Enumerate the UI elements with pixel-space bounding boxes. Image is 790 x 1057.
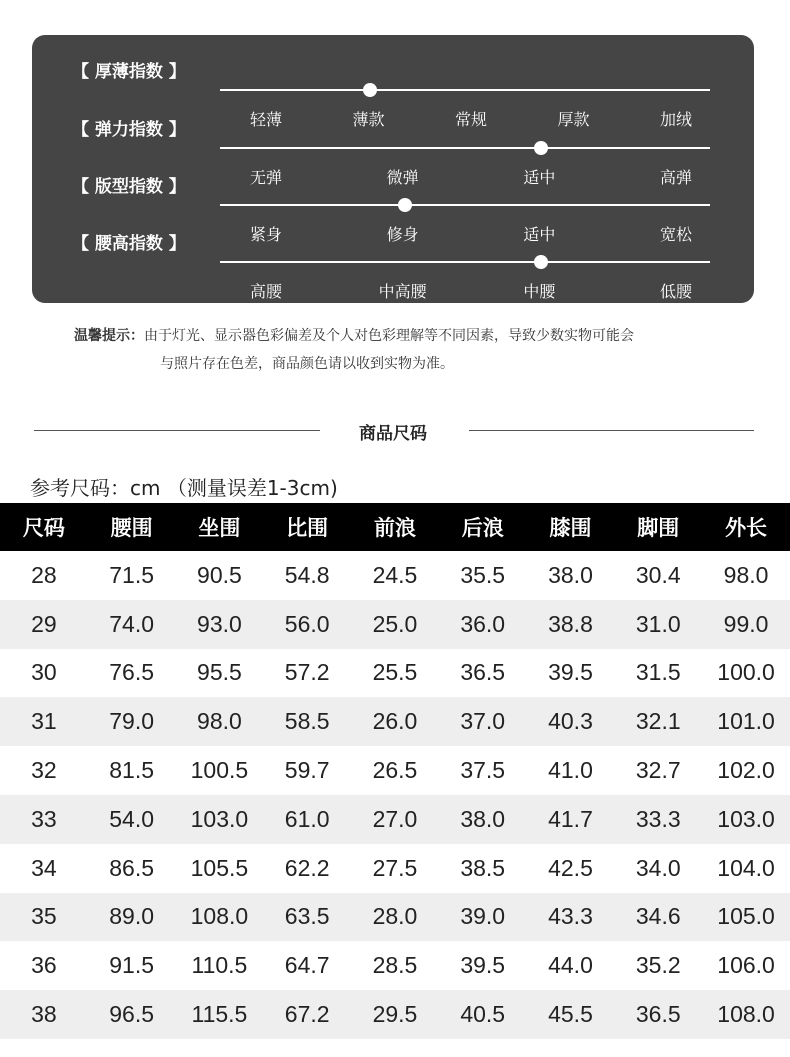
index-option: 修身 <box>386 225 419 244</box>
column-header: 脚围 <box>614 503 702 551</box>
index-option: 加绒 <box>659 110 693 129</box>
table-row <box>0 893 790 942</box>
table-cell: 98.0 <box>702 551 790 600</box>
table-cell: 89.0 <box>88 893 176 942</box>
column-header: 后浪 <box>439 503 527 551</box>
index-scale-track <box>220 204 710 206</box>
size-reference-note: 参考尺码：cm （测量误差1-3cm) <box>30 476 338 500</box>
table-cell: 81.5 <box>88 746 176 795</box>
table-row <box>0 600 790 649</box>
index-scale-track <box>220 261 710 263</box>
table-cell: 31.5 <box>614 649 702 698</box>
table-cell: 34.6 <box>614 893 702 942</box>
index-option: 中高腰 <box>378 282 427 301</box>
table-cell: 106.0 <box>702 941 790 990</box>
table-cell: 38 <box>0 990 88 1039</box>
table-cell: 63.5 <box>263 893 351 942</box>
table-cell: 43.3 <box>527 893 615 942</box>
index-option: 适中 <box>523 168 556 187</box>
column-header: 腰围 <box>88 503 176 551</box>
table-row <box>0 795 790 844</box>
index-option: 中腰 <box>523 282 556 301</box>
table-cell: 35.2 <box>614 941 702 990</box>
table-cell: 58.5 <box>263 697 351 746</box>
table-cell: 86.5 <box>88 844 176 893</box>
table-cell: 26.0 <box>351 697 439 746</box>
table-cell: 29 <box>0 600 88 649</box>
table-cell: 100.0 <box>702 649 790 698</box>
table-cell: 36.5 <box>614 990 702 1039</box>
index-option: 轻薄 <box>249 110 283 129</box>
table-cell: 25.0 <box>351 600 439 649</box>
table-cell: 110.5 <box>176 941 264 990</box>
index-option: 高弹 <box>659 168 693 187</box>
table-cell: 34 <box>0 844 88 893</box>
index-option: 无弹 <box>249 168 283 187</box>
table-cell: 56.0 <box>263 600 351 649</box>
table-cell: 26.5 <box>351 746 439 795</box>
table-row <box>0 551 790 600</box>
table-cell: 32.7 <box>614 746 702 795</box>
table-cell: 104.0 <box>702 844 790 893</box>
table-cell: 37.0 <box>439 697 527 746</box>
table-cell: 38.5 <box>439 844 527 893</box>
table-cell: 39.5 <box>439 941 527 990</box>
index-label: 【 弹力指数 】 <box>72 120 186 140</box>
table-cell: 32.1 <box>614 697 702 746</box>
table-cell: 54.0 <box>88 795 176 844</box>
table-cell: 105.0 <box>702 893 790 942</box>
table-cell: 95.5 <box>176 649 264 698</box>
table-cell: 90.5 <box>176 551 264 600</box>
table-cell: 45.5 <box>527 990 615 1039</box>
table-cell: 29.5 <box>351 990 439 1039</box>
table-cell: 24.5 <box>351 551 439 600</box>
table-cell: 102.0 <box>702 746 790 795</box>
table-cell: 25.5 <box>351 649 439 698</box>
table-row <box>0 941 790 990</box>
table-cell: 38.8 <box>527 600 615 649</box>
index-label: 【 腰高指数 】 <box>72 234 186 254</box>
table-cell: 96.5 <box>88 990 176 1039</box>
index-marker <box>534 255 548 269</box>
table-cell: 100.5 <box>176 746 264 795</box>
table-cell: 76.5 <box>88 649 176 698</box>
table-cell: 38.0 <box>527 551 615 600</box>
table-cell: 33 <box>0 795 88 844</box>
index-option: 微弹 <box>386 168 419 187</box>
table-row <box>0 697 790 746</box>
table-cell: 101.0 <box>702 697 790 746</box>
column-header: 尺码 <box>0 503 88 551</box>
table-cell: 103.0 <box>176 795 264 844</box>
index-label: 【 版型指数 】 <box>72 177 186 197</box>
table-cell: 62.2 <box>263 844 351 893</box>
table-cell: 115.5 <box>176 990 264 1039</box>
index-marker <box>398 198 412 212</box>
column-header: 比围 <box>263 503 351 551</box>
table-cell: 64.7 <box>263 941 351 990</box>
table-row <box>0 649 790 698</box>
table-cell: 108.0 <box>702 990 790 1039</box>
table-cell: 34.0 <box>614 844 702 893</box>
index-option: 紧身 <box>249 225 283 244</box>
table-cell: 108.0 <box>176 893 264 942</box>
index-option: 适中 <box>523 225 556 244</box>
column-header: 膝围 <box>527 503 615 551</box>
column-header: 外长 <box>702 503 790 551</box>
column-header: 坐围 <box>176 503 264 551</box>
table-cell: 27.5 <box>351 844 439 893</box>
table-body <box>0 551 790 1039</box>
index-option: 厚款 <box>557 110 590 129</box>
table-cell: 54.8 <box>263 551 351 600</box>
table-cell: 67.2 <box>263 990 351 1039</box>
table-header-row <box>0 503 790 551</box>
table-cell: 28.5 <box>351 941 439 990</box>
table-cell: 39.5 <box>527 649 615 698</box>
table-row <box>0 990 790 1039</box>
index-row-thickness <box>32 57 754 129</box>
table-cell: 38.0 <box>439 795 527 844</box>
table-cell: 35.5 <box>439 551 527 600</box>
notice-lead: 温馨提示： <box>74 328 144 344</box>
table-cell: 93.0 <box>176 600 264 649</box>
table-cell: 36.0 <box>439 600 527 649</box>
table-cell: 39.0 <box>439 893 527 942</box>
index-option: 常规 <box>454 110 488 129</box>
index-scale-track <box>220 89 710 91</box>
table-cell: 41.0 <box>527 746 615 795</box>
table-cell: 98.0 <box>176 697 264 746</box>
notice-line-2: 与照片存在色差，商品颜色请以收到实物为准。 <box>160 356 454 372</box>
table-cell: 28 <box>0 551 88 600</box>
table-row <box>0 844 790 893</box>
fabric-index-panel <box>32 35 754 303</box>
index-marker <box>363 83 377 97</box>
index-row-waist-height <box>32 229 754 301</box>
table-cell: 35 <box>0 893 88 942</box>
table-cell: 71.5 <box>88 551 176 600</box>
table-cell: 28.0 <box>351 893 439 942</box>
table-cell: 31 <box>0 697 88 746</box>
table-cell: 36.5 <box>439 649 527 698</box>
table-cell: 27.0 <box>351 795 439 844</box>
table-cell: 91.5 <box>88 941 176 990</box>
index-option: 低腰 <box>659 282 693 301</box>
table-cell: 42.5 <box>527 844 615 893</box>
index-label: 【 厚薄指数 】 <box>72 62 186 82</box>
table-cell: 37.5 <box>439 746 527 795</box>
table-cell: 41.7 <box>527 795 615 844</box>
table-cell: 31.0 <box>614 600 702 649</box>
table-cell: 33.3 <box>614 795 702 844</box>
table-cell: 30.4 <box>614 551 702 600</box>
table-cell: 32 <box>0 746 88 795</box>
table-cell: 103.0 <box>702 795 790 844</box>
table-cell: 36 <box>0 941 88 990</box>
size-table <box>0 503 790 1039</box>
table-cell: 74.0 <box>88 600 176 649</box>
index-marker <box>534 141 548 155</box>
notice-line-1: 由于灯光、显示器色彩偏差及个人对色彩理解等不同因素，导致少数实物可能会 <box>144 328 634 344</box>
table-cell: 40.5 <box>439 990 527 1039</box>
table-cell: 30 <box>0 649 88 698</box>
index-option: 高腰 <box>249 282 283 301</box>
index-scale-track <box>220 147 710 149</box>
column-header: 前浪 <box>351 503 439 551</box>
table-cell: 40.3 <box>527 697 615 746</box>
table-cell: 44.0 <box>527 941 615 990</box>
table-cell: 57.2 <box>263 649 351 698</box>
table-cell: 99.0 <box>702 600 790 649</box>
index-option: 薄款 <box>352 110 385 129</box>
section-title: 商品尺码 <box>359 424 427 444</box>
table-cell: 79.0 <box>88 697 176 746</box>
table-cell: 105.5 <box>176 844 264 893</box>
table-cell: 61.0 <box>263 795 351 844</box>
table-cell: 59.7 <box>263 746 351 795</box>
color-notice <box>74 322 634 378</box>
index-option: 宽松 <box>659 225 693 244</box>
table-row <box>0 746 790 795</box>
